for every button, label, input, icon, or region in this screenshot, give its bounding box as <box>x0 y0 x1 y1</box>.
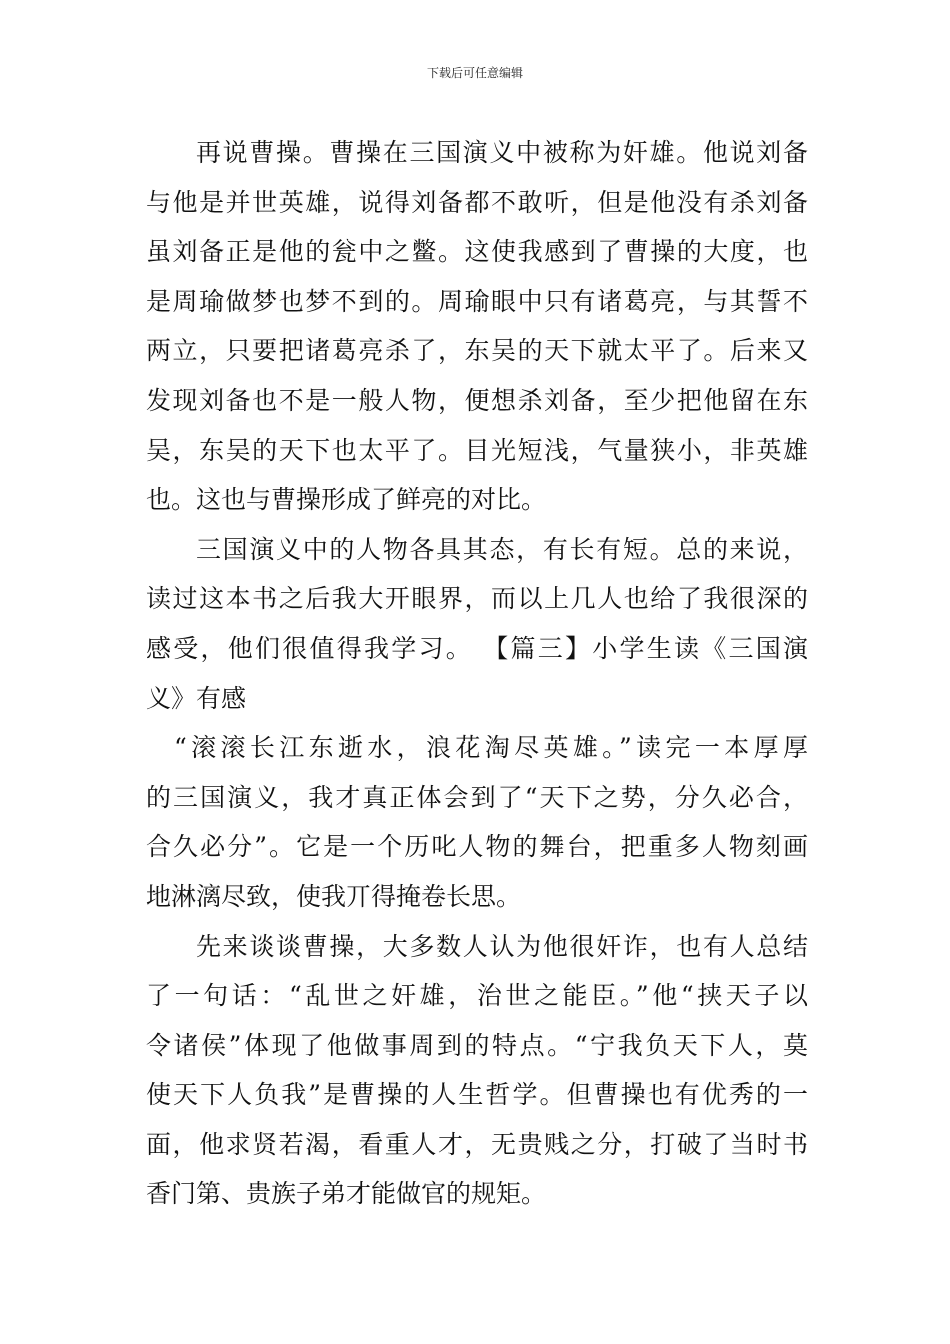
paragraph-1-line-1: 再说曹操。曹操在三国演义中被称为奸雄。他说刘备 <box>196 138 808 167</box>
document-body <box>146 128 808 1219</box>
paragraph-1-line-4: 是周瑜做梦也梦不到的。周瑜眼中只有诸葛亮，与其誓不 <box>146 286 808 316</box>
paragraph-4-line-5: 面，他求贤若渴，看重人才，无贵贱之分，打破了当时书 <box>146 1129 808 1159</box>
paragraph-1-line-3: 虽刘备正是他的瓮中之鳖。这使我感到了曹操的大度，也 <box>146 237 808 267</box>
paragraph-4-line-1: 先来谈谈曹操，大多数人认为他很奸诈，也有人总结 <box>196 931 808 961</box>
paragraph-1-line-7: 吴，东吴的天下也太平了。目光短浅，气量狭小，非英雄 <box>146 435 808 465</box>
paragraph-1-line-5: 两立，只要把诸葛亮杀了，东吴的天下就太平了。后来又 <box>146 336 808 366</box>
paragraph-3-line-2: 的三国演义，我才真正体会到了“天下之势，分久必合， <box>146 782 808 812</box>
paragraph-4-line-6: 香门第、贵族子弟才能做官的规矩。 <box>146 1179 547 1209</box>
paragraph-1-line-6: 发现刘备也不是一般人物，便想杀刘备，至少把他留在东 <box>146 385 808 415</box>
paragraph-2-line-1: 三国演义中的人物各具其态，有长有短。总的来说， <box>196 534 808 564</box>
paragraph-3-line-3: 合久必分”。它是一个历叱人物的舞台，把重多人物刻画 <box>146 832 808 862</box>
paragraph-3-line-1: “滚滚长江东逝水，浪花淘尽英雄。”读完一本厚厚 <box>174 733 808 763</box>
page-header: 下载后可任意编辑 <box>426 66 523 80</box>
paragraph-4-line-2: 了一句话：“乱世之奸雄，治世之能臣。”他“挟天子以 <box>146 981 808 1011</box>
paragraph-1-line-2: 与他是并世英雄，说得刘备都不敢听，但是他没有杀刘备 <box>146 187 808 217</box>
paragraph-2-line-3: 感受，他们很值得我学习。 【篇三】小学生读《三国演 <box>146 633 808 663</box>
paragraph-3-line-4: 地淋漓尽致，使我丌得掩卷长思。 <box>146 881 522 911</box>
paragraph-4-line-4: 使天下人负我”是曹操的人生哲学。但曹操也有优秀的一 <box>146 1080 808 1110</box>
paragraph-1-line-8: 也。这也与曹操形成了鲜亮的对比。 <box>146 485 547 515</box>
paragraph-2-line-4: 义》有感 <box>146 683 247 713</box>
paragraph-4-line-3: 令诸侯”体现了他做事周到的特点。“宁我负天下人，莫 <box>146 1030 808 1060</box>
paragraph-2-line-2: 读过这本书之后我大开眼界，而以上几人也给了我很深的 <box>146 584 808 614</box>
